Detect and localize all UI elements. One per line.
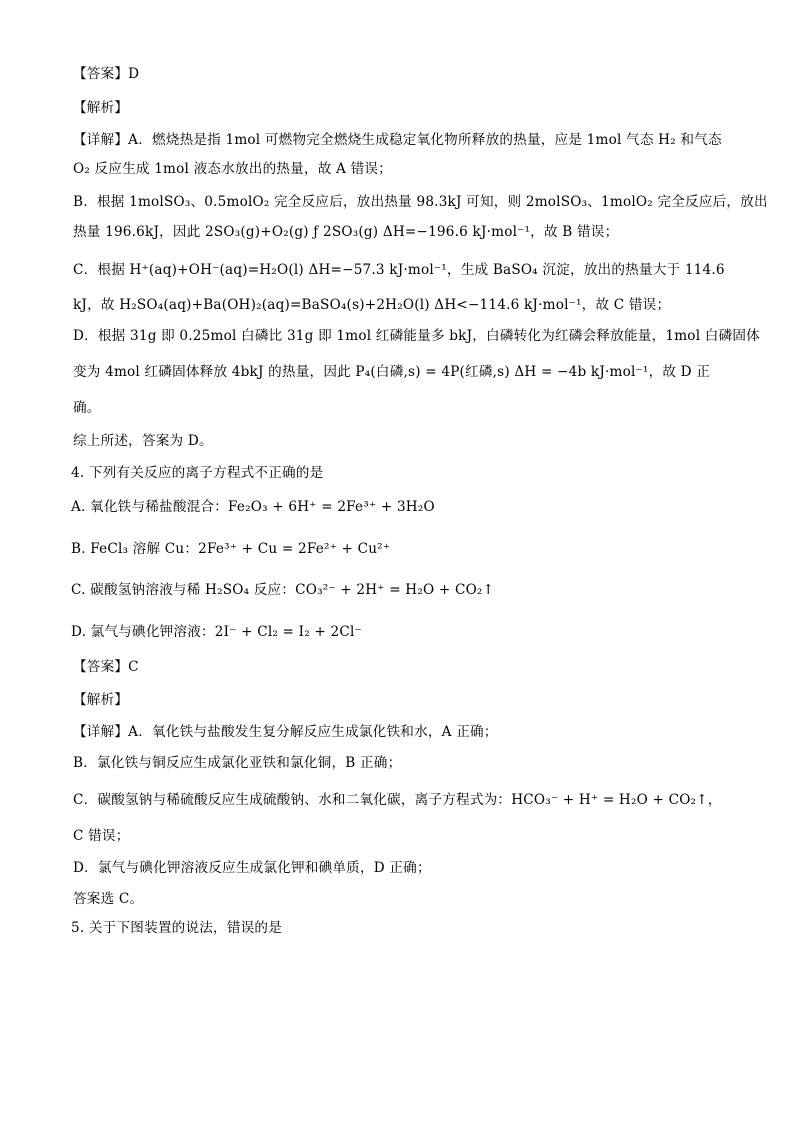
q3-explanation-line: 综上所述，答案为 D。 — [73, 433, 213, 449]
q4-explanation-line: C 错误； — [73, 828, 130, 844]
q4-option-b: B. FeCl₃ 溶解 Cu：2Fe³⁺ + Cu = 2Fe²⁺ + Cu²⁺ — [71, 541, 391, 557]
q3-explanation-line: O₂ 反应生成 1mol 液态水放出的热量，故 A 错误； — [73, 161, 392, 177]
q3-answer: 【答案】D — [73, 66, 140, 82]
q3-explanation-line: kJ，故 H₂SO₄(aq)+Ba(OH)₂(aq)=BaSO₄(s)+2H₂O(l) ΔH<−114.6 kJ·mol⁻¹，故 C 错误； — [73, 297, 671, 313]
q4-explanation-line: 答案选 C。 — [73, 891, 144, 907]
q5-stem: 5. 关于下图装置的说法，错误的是 — [71, 920, 283, 936]
q3-explanation-line: 【详解】A．燃烧热是指 1mol 可燃物完全燃烧生成稳定氧化物所释放的热量，应是 1mol 气态 H₂ 和气态 — [73, 132, 722, 148]
q4-stem: 4. 下列有关反应的离子方程式不正确的是 — [71, 465, 324, 481]
q3-explanation-line: D．根据 31g 即 0.25mol 白磷比 31g 即 1mol 红磷能量多 bkJ，白磷转化为红磷会释放能量，1mol 白磷固体 — [73, 328, 760, 344]
q3-explanation-line: 热量 196.6kJ，因此 2SO₃(g)+O₂(g) ƒ 2SO₃(g) ΔH=−196.6 kJ·mol⁻¹，故 B 错误； — [73, 224, 619, 240]
q4-explanation-line: B．氯化铁与铜反应生成氯化亚铁和氯化铜，B 正确； — [73, 755, 402, 771]
q4-analysis-label: 【解析】 — [73, 692, 129, 708]
q4-option-c: C. 碳酸氢钠溶液与稀 H₂SO₄ 反应：CO₃²⁻ + 2H⁺ = H₂O + CO₂↑ — [71, 582, 495, 598]
q4-explanation-line: C．碳酸氢钠与稀硫酸反应生成硫酸钠、水和二氧化碳，离子方程式为：HCO₃⁻ + H⁺ = H₂O + CO₂↑， — [73, 792, 722, 808]
q4-option-d: D. 氯气与碘化钾溶液：2I⁻ + Cl₂ = I₂ + 2Cl⁻ — [71, 624, 362, 640]
q4-explanation-line: 【详解】A．氧化铁与盐酸发生复分解反应生成氯化铁和水，A 正确； — [73, 724, 498, 740]
q4-answer: 【答案】C — [73, 659, 139, 675]
q4-option-a: A. 氧化铁与稀盐酸混合：Fe₂O₃ + 6H⁺ = 2Fe³⁺ + 3H₂O — [71, 499, 435, 515]
q4-explanation-line: D．氯气与碘化钾溶液反应生成氯化钾和碘单质，D 正确； — [73, 860, 431, 876]
q3-explanation-line: 变为 4mol 红磷固体释放 4bkJ 的热量，因此 P₄(白磷,s) = 4P(红磷,s) ΔH = −4b kJ·mol⁻¹，故 D 正 — [73, 364, 711, 380]
q3-explanation-line: 确。 — [73, 400, 101, 416]
q3-explanation-line: C．根据 H⁺(aq)+OH⁻(aq)=H₂O(l) ΔH=−57.3 kJ·mol⁻¹，生成 BaSO₄ 沉淀，放出的热量大于 114.6 — [73, 262, 725, 278]
q3-explanation-line: B．根据 1molSO₃、0.5molO₂ 完全反应后，放出热量 98.3kJ 可知，则 2molSO₃、1molO₂ 完全反应后，放出 — [73, 194, 768, 210]
q3-analysis-label: 【解析】 — [73, 100, 129, 116]
